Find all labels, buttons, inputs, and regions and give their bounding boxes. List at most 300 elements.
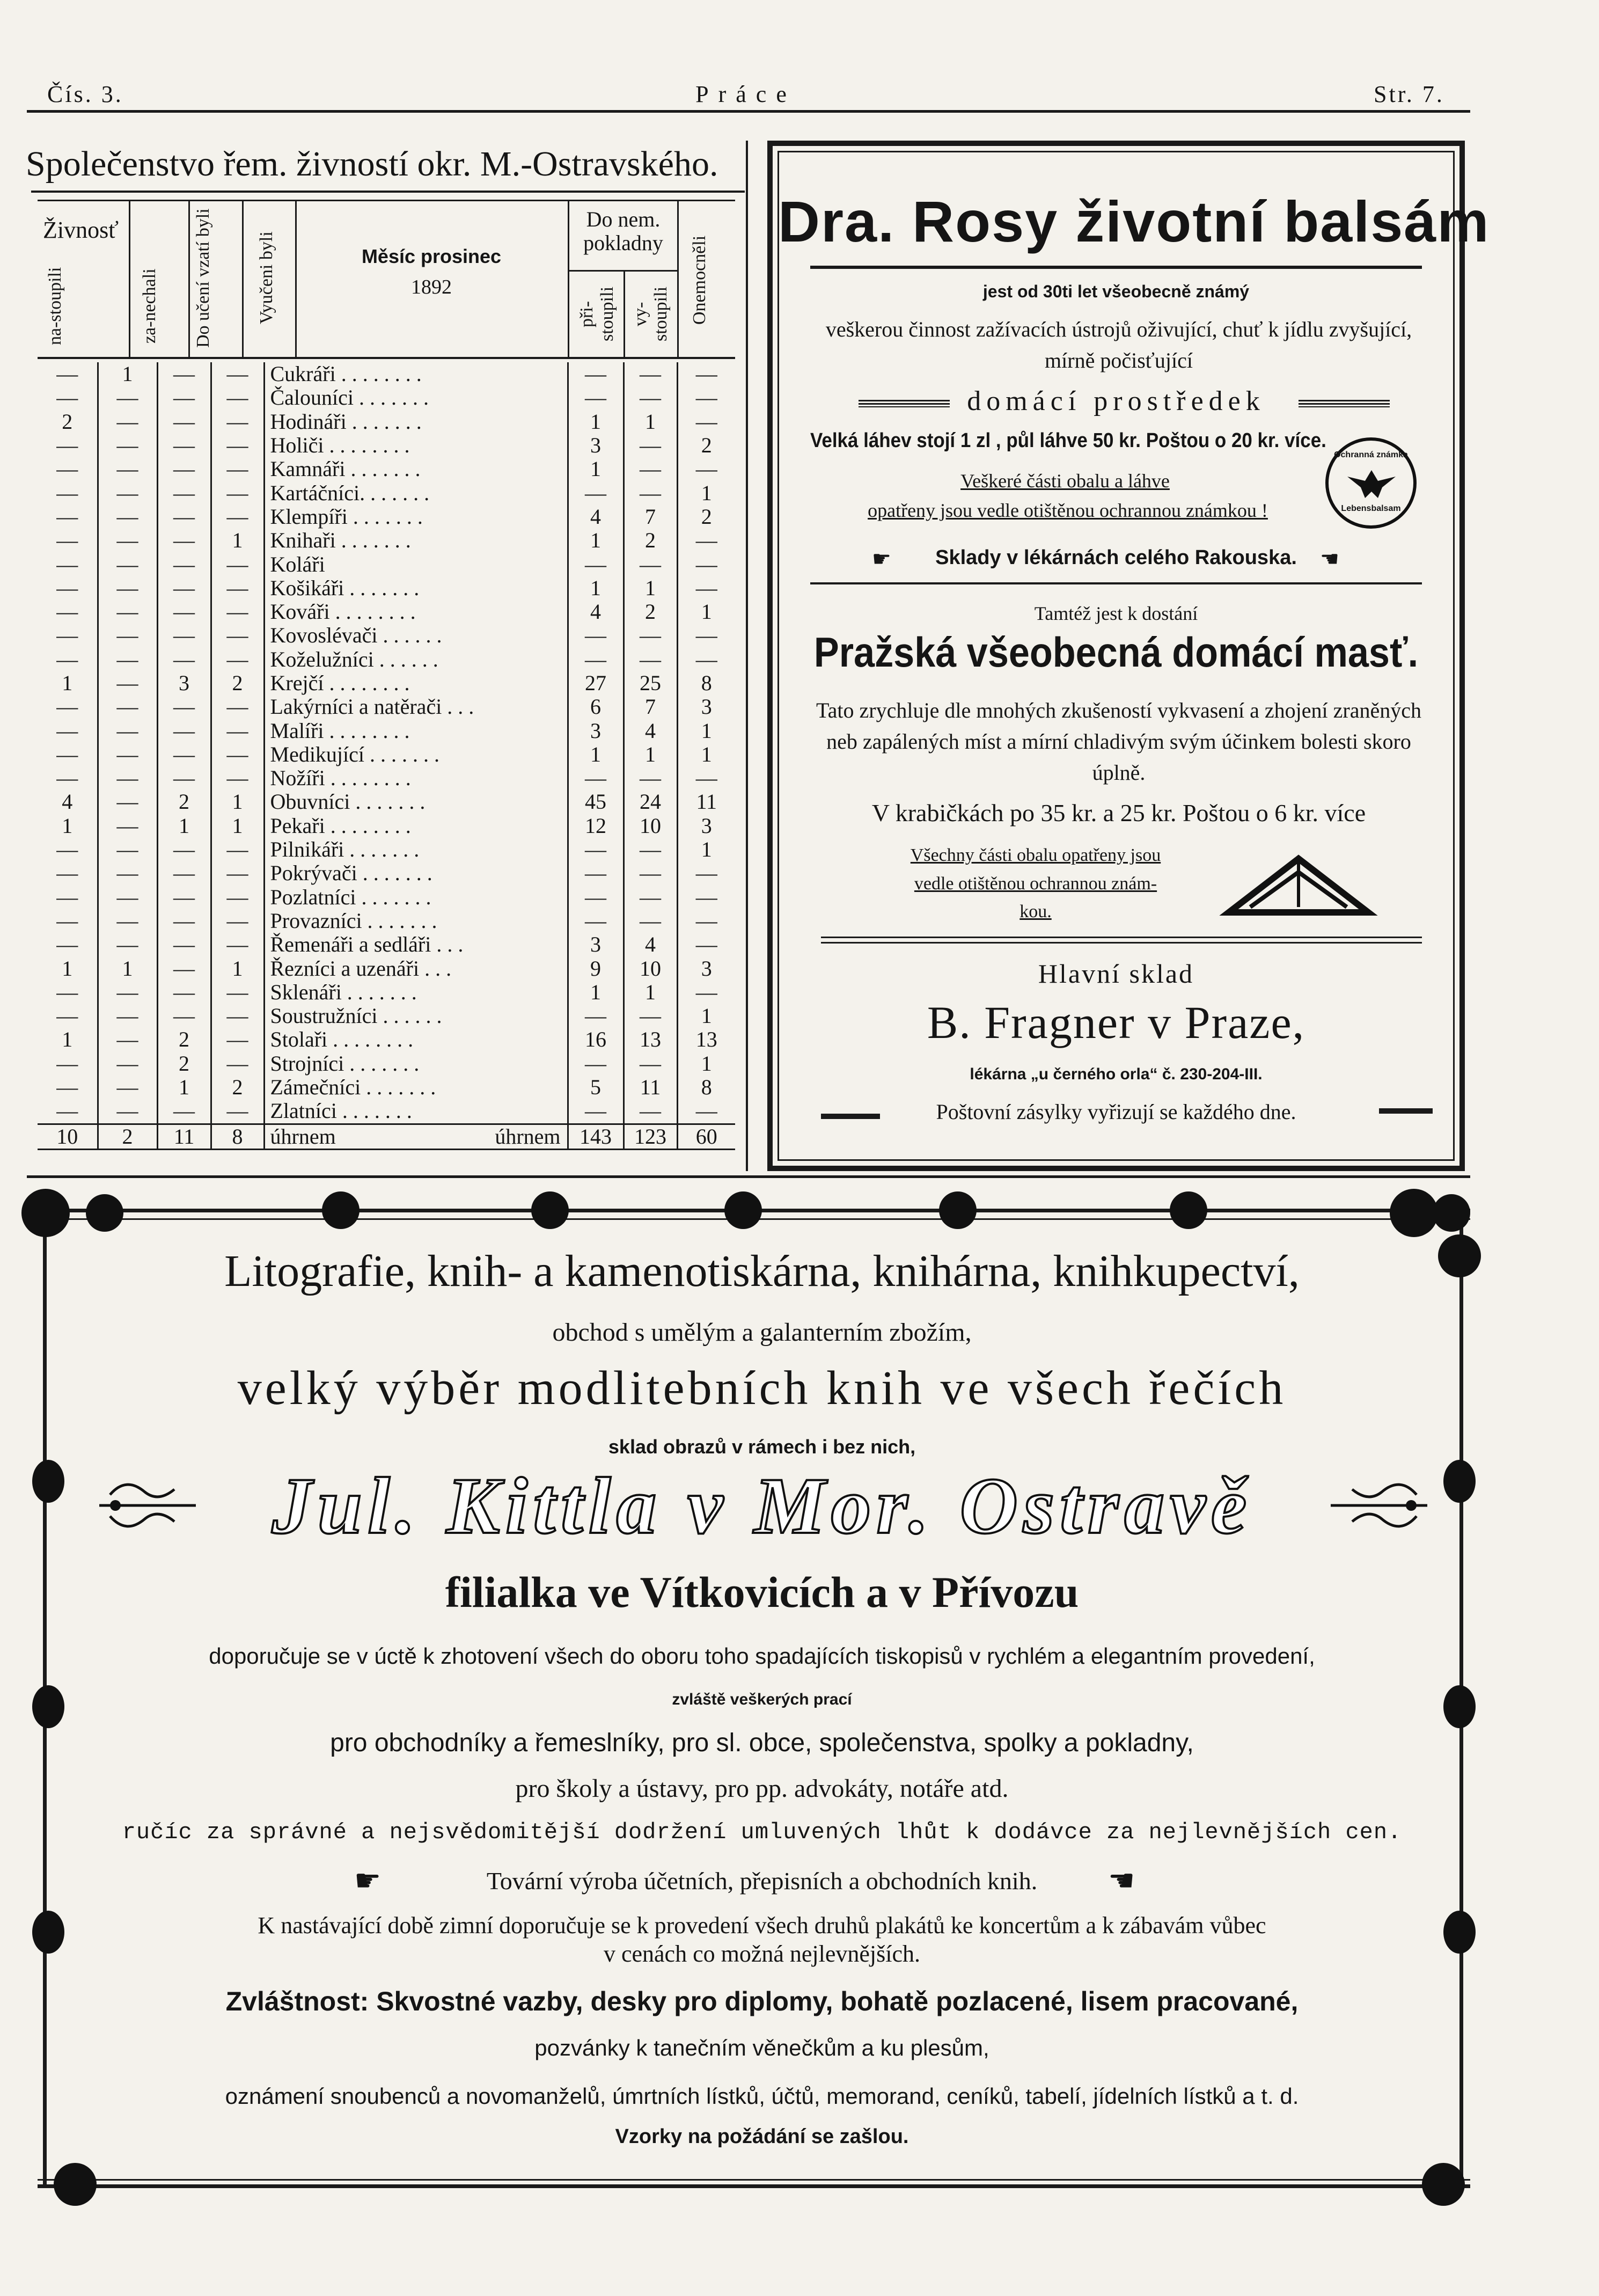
total-e: 143	[568, 1124, 624, 1149]
table-cell: —	[211, 386, 264, 410]
table-row	[38, 861, 735, 885]
table-cell: —	[98, 861, 157, 885]
trade-name: Pekaři . . . . . . . .	[264, 814, 568, 838]
table-cell: —	[211, 1052, 264, 1076]
table-cell: —	[98, 886, 157, 909]
ad-rosa-line4: Velká láhev stojí 1 zl , půl láhve 50 kr. Poštou o 20 kr. více.	[810, 429, 1326, 452]
table-cell: —	[695, 933, 717, 957]
trade-name: Košikáři . . . . . . .	[264, 576, 568, 600]
table-cell: 1	[701, 742, 712, 766]
table-row	[38, 1028, 735, 1051]
table-cell: —	[157, 576, 211, 600]
table-cell: 1	[157, 814, 211, 838]
table-cell: —	[211, 410, 264, 434]
table-cell: —	[157, 909, 211, 933]
table-cell: —	[98, 457, 157, 481]
pointing-hand-icon-3: ☚	[1108, 1864, 1135, 1898]
table-cell: —	[695, 647, 717, 671]
table-cell: —	[624, 861, 677, 885]
table-cell: —	[624, 457, 677, 481]
table-cell: —	[98, 529, 157, 552]
table-cell: —	[568, 552, 624, 576]
page-number: Str. 7.	[1374, 81, 1444, 107]
table-cell: —	[624, 434, 677, 457]
table-cell: 1	[624, 743, 677, 766]
table-cell: —	[98, 410, 157, 434]
table-cell: 2	[701, 504, 712, 529]
table-row	[38, 1076, 735, 1099]
col-do-uceni: Do učení vzatí byli	[193, 208, 213, 348]
table-cell: —	[98, 434, 157, 457]
table-cell: 1	[624, 576, 677, 600]
table-row	[38, 909, 735, 933]
table-row	[38, 576, 735, 600]
table-cell: —	[695, 624, 717, 648]
table-cell: —	[211, 552, 264, 576]
ad-rosa-line5: Veškeré části obalu a láhve	[960, 470, 1170, 492]
table-cell: 2	[624, 600, 677, 624]
table-cell: —	[38, 600, 98, 624]
table-row	[38, 814, 735, 838]
table-cell: —	[157, 719, 211, 742]
table-cell: 4	[624, 933, 677, 956]
kittl-line12: Tovární výroba účetních, přepisních a obchodních knih.	[486, 1867, 1038, 1895]
table-cell: —	[38, 933, 98, 956]
table-cell: —	[624, 648, 677, 671]
table-cell: 8	[701, 1075, 712, 1100]
table-cell: —	[568, 362, 624, 386]
table-cell: —	[157, 600, 211, 624]
table-cell: 13	[624, 1028, 677, 1051]
table-row	[38, 648, 735, 671]
table-cell: —	[157, 861, 211, 885]
trade-name: Lakýrníci a natěrači . . .	[264, 695, 568, 719]
table-cell: —	[157, 362, 211, 386]
table-row	[38, 434, 735, 457]
table-cell: —	[157, 766, 211, 790]
table-cell: 4	[568, 505, 624, 529]
table-row	[38, 552, 735, 576]
table-cell: —	[38, 576, 98, 600]
table-row	[38, 505, 735, 529]
table-cell: 1	[211, 956, 264, 980]
table-cell: —	[38, 886, 98, 909]
table-cell: —	[568, 886, 624, 909]
ad-rosa-line11: Všechny části obalu opatřeny jsou	[910, 845, 1161, 865]
table-cell: 1	[38, 1028, 98, 1051]
table-row	[38, 671, 735, 695]
table-cell: 45	[568, 790, 624, 814]
table-cell: 1	[701, 1051, 712, 1076]
table-cell: —	[157, 695, 211, 719]
table-row	[38, 457, 735, 481]
table-cell: —	[157, 838, 211, 861]
table-cell: —	[624, 552, 677, 576]
table-cell: —	[98, 933, 157, 956]
table-cell: —	[98, 1028, 157, 1051]
trade-name: Kartáčníci. . . . . . .	[264, 481, 568, 504]
table-cell: —	[211, 1099, 264, 1124]
table-cell: —	[98, 766, 157, 790]
trade-name: Hodináři . . . . . . .	[264, 410, 568, 434]
table-cell: —	[568, 838, 624, 861]
table-cell: —	[157, 1004, 211, 1028]
table-cell: —	[38, 624, 98, 647]
table-cell: 7	[624, 505, 677, 529]
total-a: 10	[38, 1124, 98, 1149]
ad-rosa-title: Dra. Rosy životní balsám	[778, 189, 1490, 254]
table-cell: —	[211, 861, 264, 885]
table-cell: —	[695, 861, 717, 886]
col-vyuceni: Vyučeni byli	[256, 231, 276, 325]
trade-name: Pilnikáři . . . . . . .	[264, 838, 568, 861]
table-cell: 25	[624, 671, 677, 695]
col-nastoupili: na-stoupili	[45, 267, 65, 345]
table-cell: —	[695, 909, 717, 933]
table-cell: —	[157, 410, 211, 434]
table-cell: —	[568, 648, 624, 671]
table-cell: —	[98, 1099, 157, 1124]
table-cell: 1	[624, 981, 677, 1004]
ad-rosa-line6: opatřeny jsou vedle otištěnou ochrannou známkou !	[868, 500, 1268, 521]
year-label: 1892	[411, 276, 452, 298]
table-cell: 1	[701, 1004, 712, 1028]
table-cell: 10	[624, 956, 677, 980]
table-cell: —	[624, 766, 677, 790]
pointing-hand-icon-left: ☚	[1320, 547, 1339, 571]
table-cell: 4	[568, 600, 624, 624]
total-g: 60	[677, 1124, 735, 1149]
header-rule	[27, 110, 1470, 113]
kittl-line10: pro školy a ústavy, pro pp. advokáty, notáře atd.	[515, 1774, 1009, 1803]
table-cell: —	[98, 838, 157, 861]
table-cell: 2	[211, 1076, 264, 1099]
table-cell: —	[38, 434, 98, 457]
issue-number: Čís. 3.	[47, 81, 123, 107]
frame-dot	[21, 1189, 70, 1237]
col-onemocneli: Onemocněli	[690, 235, 709, 325]
table-cell: —	[568, 766, 624, 790]
table-cell: 1	[568, 981, 624, 1004]
table-cell: —	[98, 909, 157, 933]
table-title: Společenstvo řem. živností okr. M.-Ostravského.	[26, 144, 718, 184]
table-cell: —	[624, 886, 677, 909]
total-b: 2	[98, 1124, 157, 1149]
trade-name: Holiči . . . . . . . .	[264, 434, 568, 457]
col-pristoupili: při-stoupili	[577, 286, 617, 342]
ad-rosa-line17: Poštovní zásylky vyřizují se každého dne.	[936, 1100, 1296, 1124]
table-cell: 4	[38, 790, 98, 814]
ad-rosa-line2: veškerou činnost zažívacích ústrojů oživující, chuť k jídlu zvyšující, mírně počisťující	[825, 317, 1412, 372]
table-cell: 1	[157, 1076, 211, 1099]
trade-name: Malíři . . . . . . . .	[264, 719, 568, 742]
table-cell: —	[568, 624, 624, 647]
kittl-line13: K nastávající době zimní doporučuje se k provedení všech druhů plakátů ke koncertům a k zábavám vůbec	[258, 1912, 1266, 1939]
table-cell: 2	[38, 410, 98, 434]
trade-name: Provazníci . . . . . . .	[264, 909, 568, 933]
table-cell: —	[211, 1028, 264, 1051]
table-row	[38, 719, 735, 742]
table-cell: 11	[696, 790, 717, 814]
table-cell: —	[98, 481, 157, 504]
table-cell: —	[98, 695, 157, 719]
ornament-frame-bottom	[38, 2184, 1470, 2188]
trade-name: Kováři . . . . . . . .	[264, 600, 568, 624]
table-cell: —	[568, 386, 624, 410]
kittl-line1: Litografie, knih- a kamenotiskárna, knihárna, knihkupectví,	[224, 1246, 1300, 1296]
table-cell: —	[38, 457, 98, 481]
table-cell: —	[695, 885, 717, 909]
table-cell: 1	[701, 481, 712, 505]
table-cell: —	[568, 481, 624, 504]
table-row	[38, 766, 735, 790]
table-cell: —	[695, 362, 717, 386]
table-cell: —	[211, 1004, 264, 1028]
kittl-line7: doporučuje se v úctě k zhotovení všech do oboru toho spadajících tiskopisů v rychlém a elegantním provedení,	[209, 1643, 1315, 1669]
trade-name: Čalouníci . . . . . . .	[264, 386, 568, 410]
table-cell: —	[38, 362, 98, 386]
table-cell: 1	[568, 743, 624, 766]
table-cell: 1	[568, 457, 624, 481]
table-cell: —	[157, 933, 211, 956]
trade-name: Kovoslévači . . . . . .	[264, 624, 568, 647]
table-cell: —	[568, 1004, 624, 1028]
table-cell: —	[38, 1076, 98, 1099]
table-cell: 27	[568, 671, 624, 695]
table-cell: —	[211, 909, 264, 933]
group-zivnost: Živnosť	[43, 217, 119, 243]
table-cell: —	[624, 1052, 677, 1076]
table-cell: 16	[568, 1028, 624, 1051]
trade-name: Kamnáři . . . . . . .	[264, 457, 568, 481]
table-cell: 1	[38, 671, 98, 695]
ad-rosa-line7: Sklady v lékárnách celého Rakouska.	[935, 546, 1297, 569]
total-label: úhrnem úhrnem	[264, 1124, 568, 1149]
table-cell: 2	[157, 790, 211, 814]
table-cell: —	[98, 743, 157, 766]
table-cell: —	[38, 648, 98, 671]
ad-rosa-line1: jest od 30ti let všeobecně známý	[982, 282, 1250, 301]
table-cell: —	[211, 434, 264, 457]
table-cell: —	[38, 766, 98, 790]
table-cell: —	[211, 933, 264, 956]
trade-name: Strojníci . . . . . . .	[264, 1052, 568, 1076]
ad-rosa-line12: vedle otištěnou ochrannou znám-	[914, 874, 1157, 894]
table-cell: 2	[211, 671, 264, 695]
table-cell: —	[211, 838, 264, 861]
stats-table	[38, 362, 735, 1150]
ad-rosa-line13: kou.	[1019, 902, 1052, 922]
total-f: 123	[624, 1124, 677, 1149]
table-cell: 13	[695, 1028, 717, 1052]
table-cell: 1	[568, 410, 624, 434]
ad-rosa-line16: lékárna „u černého orla“ č. 230-204-III.	[970, 1065, 1263, 1083]
table-cell: —	[211, 743, 264, 766]
table-row	[38, 790, 735, 814]
kittl-line8: zvláště veškerých prací	[672, 1691, 852, 1708]
table-cell: —	[98, 386, 157, 410]
table-row	[38, 981, 735, 1004]
table-cell: —	[38, 838, 98, 861]
table-row	[38, 386, 735, 410]
table-cell: —	[38, 481, 98, 504]
table-cell: —	[568, 1052, 624, 1076]
table-cell: —	[157, 1099, 211, 1124]
table-cell: 1	[98, 362, 157, 386]
trade-name: Koláři	[264, 552, 568, 576]
table-cell: —	[38, 552, 98, 576]
table-cell: 2	[157, 1052, 211, 1076]
total-d: 8	[211, 1124, 264, 1149]
kittl-line4: sklad obrazů v rámech i bez nich,	[608, 1436, 916, 1458]
month-label: Měsíc prosinec	[361, 245, 502, 267]
table-cell: —	[211, 695, 264, 719]
kittl-line11: ručíc za správné a nejsvědomitější dodržení umluvených lhůt k dodávce za nejlevnějších cen.	[122, 1819, 1402, 1845]
trade-name: Zámečníci . . . . . . .	[264, 1076, 568, 1099]
eagle-icon	[1345, 465, 1398, 502]
table-cell: —	[38, 529, 98, 552]
table-cell: —	[211, 576, 264, 600]
trade-name: Cukráři . . . . . . . .	[264, 362, 568, 386]
table-row	[38, 1052, 735, 1076]
table-row	[38, 956, 735, 980]
table-row	[38, 838, 735, 861]
table-row	[38, 933, 735, 956]
kittl-line18: Vzorky na požádání se zašlou.	[615, 2125, 909, 2148]
newspaper-title: Práce	[695, 81, 796, 107]
table-total-row	[38, 1124, 735, 1149]
table-row	[38, 481, 735, 504]
trademark-stamp-icon: Ochranná známka Lebensbalsam	[1325, 437, 1417, 529]
table-cell: —	[38, 861, 98, 885]
table-cell: —	[211, 481, 264, 504]
group-pokladna: Do nem. pokladny	[583, 207, 663, 255]
table-cell: 2	[701, 433, 712, 458]
table-cell: —	[38, 1052, 98, 1076]
table-cell: 12	[568, 814, 624, 838]
table-cell: 1	[568, 576, 624, 600]
trade-name: Zlatníci . . . . . . .	[264, 1099, 568, 1124]
table-cell: —	[38, 719, 98, 742]
trade-name: Řemenáři a sedláři . . .	[264, 933, 568, 956]
table-cell: —	[98, 671, 157, 695]
trade-name: Klempíři . . . . . . .	[264, 505, 568, 529]
trade-name: Pozlatníci . . . . . . .	[264, 886, 568, 909]
table-cell: —	[98, 814, 157, 838]
table-cell: —	[157, 886, 211, 909]
table-cell: —	[624, 1004, 677, 1028]
trade-name: Nožíři . . . . . . . .	[264, 766, 568, 790]
table-cell: —	[38, 1099, 98, 1124]
table-row	[38, 600, 735, 624]
kittl-line6: filialka ve Vítkovicích a v Přívozu	[445, 1568, 1079, 1617]
table-cell: —	[38, 695, 98, 719]
table-cell: 7	[624, 695, 677, 719]
trade-name: Obuvníci . . . . . . .	[264, 790, 568, 814]
kittl-firm-name: Jul. Kittla v Mor. Ostravě	[272, 1461, 1252, 1551]
trade-name: Stolaři . . . . . . . .	[264, 1028, 568, 1051]
table-cell: —	[211, 886, 264, 909]
table-cell: —	[157, 505, 211, 529]
table-row	[38, 624, 735, 647]
table-cell: —	[98, 1052, 157, 1076]
table-cell: —	[624, 386, 677, 410]
ad-rosa-line14: Hlavní sklad	[1038, 959, 1194, 989]
table-cell: —	[211, 624, 264, 647]
table-cell: 11	[624, 1076, 677, 1099]
table-cell: —	[211, 362, 264, 386]
table-cell: —	[157, 956, 211, 980]
pointing-hand-icon: ☛	[872, 547, 891, 571]
table-cell: —	[98, 1004, 157, 1028]
trade-name: Knihaři . . . . . . .	[264, 529, 568, 552]
table-cell: 3	[568, 434, 624, 457]
table-cell: 1	[701, 837, 712, 862]
table-cell: —	[157, 481, 211, 504]
trade-name: Řezníci a uzenáři . . .	[264, 956, 568, 980]
table-cell: 1	[701, 719, 712, 743]
table-cell: 3	[701, 695, 712, 719]
table-cell: —	[695, 1099, 717, 1123]
table-cell: 1	[624, 410, 677, 434]
table-cell: —	[695, 457, 717, 481]
table-cell: —	[98, 981, 157, 1004]
trade-name: Soustružníci . . . . . .	[264, 1004, 568, 1028]
kittl-line2: obchod s umělým a galanterním zbožím,	[552, 1318, 972, 1347]
table-cell: 1	[38, 956, 98, 980]
table-cell: —	[568, 861, 624, 885]
table-cell: —	[695, 410, 717, 434]
table-cell: 5	[568, 1076, 624, 1099]
table-cell: —	[624, 1099, 677, 1124]
table-cell: —	[38, 1004, 98, 1028]
table-row	[38, 529, 735, 552]
table-cell: —	[98, 576, 157, 600]
table-cell: —	[157, 624, 211, 647]
table-row	[38, 695, 735, 719]
ad-rosa-line10: V krabičkách po 35 kr. a 25 kr. Poštou o 6 kr. více	[871, 799, 1366, 827]
table-cell: 3	[568, 719, 624, 742]
table-cell: —	[98, 719, 157, 742]
table-cell: 1	[211, 529, 264, 552]
table-cell: 1	[38, 814, 98, 838]
table-cell: —	[624, 481, 677, 504]
table-cell: —	[98, 648, 157, 671]
table-cell: —	[98, 552, 157, 576]
kittl-line3: velký výběr modlitebních knih ve všech řečích	[237, 1362, 1287, 1415]
table-cell: —	[695, 552, 717, 576]
table-cell: —	[157, 434, 211, 457]
table-cell: —	[695, 766, 717, 791]
table-cell: —	[695, 386, 717, 410]
table-cell: —	[38, 909, 98, 933]
table-cell: —	[568, 909, 624, 933]
ad-rosa-line8: Tamtéž jest k dostání	[1034, 603, 1198, 624]
table-cell: 1	[568, 529, 624, 552]
table-row	[38, 1099, 735, 1124]
table-cell: 1	[701, 599, 712, 624]
table-cell: 9	[568, 956, 624, 980]
trademark-ornament-icon	[1218, 848, 1379, 923]
table-cell: —	[624, 838, 677, 861]
table-cell: —	[157, 457, 211, 481]
col-vystoupili: vy-stoupili	[630, 286, 671, 342]
kittl-line16: pozvánky k tanečním věnečkům a ku plesům,	[534, 2035, 989, 2060]
pointing-hand-icon-2: ☛	[354, 1864, 382, 1898]
table-cell: —	[624, 624, 677, 647]
trade-name: Medikující . . . . . . .	[264, 743, 568, 766]
table-row	[38, 743, 735, 766]
